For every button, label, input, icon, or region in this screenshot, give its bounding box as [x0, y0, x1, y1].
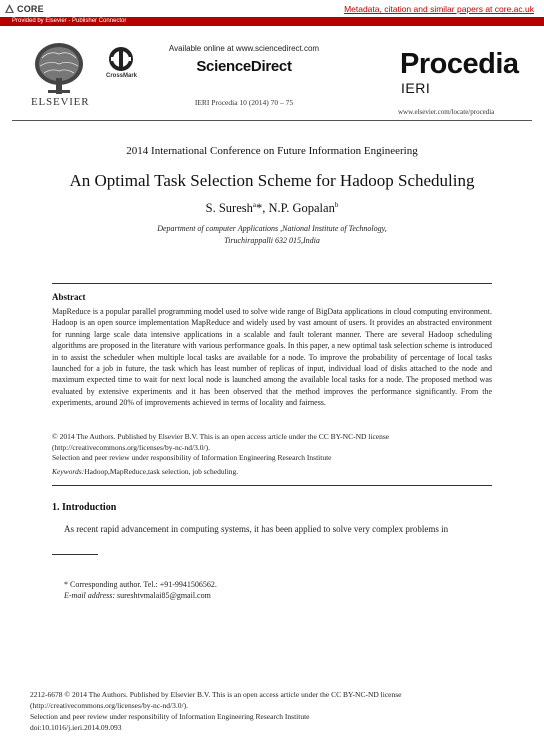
keywords-label: Keywords: — [52, 467, 85, 476]
author-2-affil: b — [334, 201, 339, 209]
author-1: S. Suresh — [205, 201, 253, 216]
abstract-copyright — [52, 432, 492, 464]
abstract-heading: Abstract — [52, 292, 86, 302]
abstract-bottom-rule — [52, 485, 492, 486]
email-label: E-mail address: — [64, 591, 116, 600]
available-online: Available online at www.sciencedirect.com — [168, 44, 320, 53]
procedia-url[interactable]: www.elsevier.com/locate/procedia — [398, 108, 495, 116]
paper-title: An Optimal Task Selection Scheme for Hadoop Scheduling — [69, 171, 475, 190]
keywords — [52, 467, 492, 476]
author-line — [0, 201, 544, 216]
introduction-text: As recent rapid advancement in computing systems, it has been applied to solve very complex problems in — [64, 524, 449, 534]
elsevier-wordmark: ELSEVIER — [31, 96, 90, 108]
crossmark-icon[interactable] — [108, 46, 134, 72]
footnote-email — [64, 591, 211, 600]
footnote-corresponding-author: * Corresponding author. Tel.: +91-9941506562. — [64, 580, 217, 589]
core-logo-text: CORE — [17, 3, 44, 14]
sciencedirect-wordmark[interactable]: ScienceDirect — [196, 58, 292, 75]
keywords-list: Hadoop,MapReduce,task selection, job scheduling. — [84, 467, 239, 476]
footnote-rule — [52, 554, 98, 555]
crossmark-label: CrossMark — [106, 73, 138, 79]
procedia-wordmark: Procedia — [400, 48, 519, 80]
email-address[interactable]: sureshtvmalai85@gmail.com — [115, 591, 211, 600]
author-1-affil: a — [252, 201, 256, 209]
abstract-body: MapReduce is a popular parallel programming model used to solve wide range of BigData applications in cloud computing environment. Hadoop is an open source implementation MapReduce and widely used by vast amount of users. It provides an abstracted environment for running large scale data intensive applications in a scalable and fault tolerant manner. There are several Hadoop scheduling algorithms are proposed in the literature with various performance goals. In this paper, a new optimal task selection scheme is introduced in to assist the scheduler when multiple local tasks are available for a node. To improve the probability of percentage of local tasks launched for a job in future, the task which has least number of replicas of input, individual load of disks attached to the node and maximum expected time to wait for next local node is launched among the available local tasks for a node. The proposed method was evaluated by extensive experiments and it has been observed that the method improves the performance significantly. From the experiments, around 20% of improvements achieved in terms of locality and fairness. — [52, 307, 492, 408]
ieri-wordmark: IERI — [401, 80, 431, 96]
header-divider — [12, 120, 532, 121]
section-heading-introduction: 1. Introduction — [52, 502, 117, 513]
core-logo-icon — [4, 3, 15, 14]
affiliation-line-1: Department of computer Applications ,National Institute of Technology, — [157, 224, 387, 233]
bottom-line-3: Selection and peer review under responsibility of Information Engineering Research Institute — [30, 712, 310, 721]
metadata-link[interactable]: Metadata, citation and similar papers at core.ac.uk — [344, 4, 534, 14]
provided-by-text[interactable]: Provided by Elsevier - Publisher Connector — [12, 18, 127, 24]
affiliation-line-2: Tiruchirappalli 632 015,India — [224, 236, 320, 245]
copyright-license-link[interactable]: (http://creativecommons.org/licenses/by-nc-nd/3.0/). — [52, 442, 210, 452]
journal-reference: IERI Procedia 10 (2014) 70 – 75 — [194, 98, 294, 107]
author-2: N.P. Gopalan — [268, 201, 335, 216]
doi[interactable]: doi:10.1016/j.ieri.2014.09.093 — [30, 723, 122, 732]
abstract-top-rule — [52, 283, 492, 284]
provided-by-bar — [0, 17, 544, 26]
author-1-mark: *, — [256, 201, 269, 216]
conference-name: 2014 International Conference on Future Information Engineering — [126, 145, 418, 157]
copyright-line-1: © 2014 The Authors. Published by Elsevier B.V. This is an open access article under the CC BY-NC-ND license — [52, 432, 390, 441]
bottom-line-1: 2212-6678 © 2014 The Authors. Published by Elsevier B.V. This is an open access article under the CC BY-NC-ND license — [30, 690, 402, 699]
bottom-license-link[interactable]: (http://creativecommons.org/licenses/by-nc-nd/3.0/). — [30, 701, 188, 710]
core-logo[interactable] — [4, 3, 44, 14]
copyright-line-3: Selection and peer review under responsibility of Information Engineering Research Institute — [52, 453, 332, 462]
core-banner — [0, 0, 544, 17]
